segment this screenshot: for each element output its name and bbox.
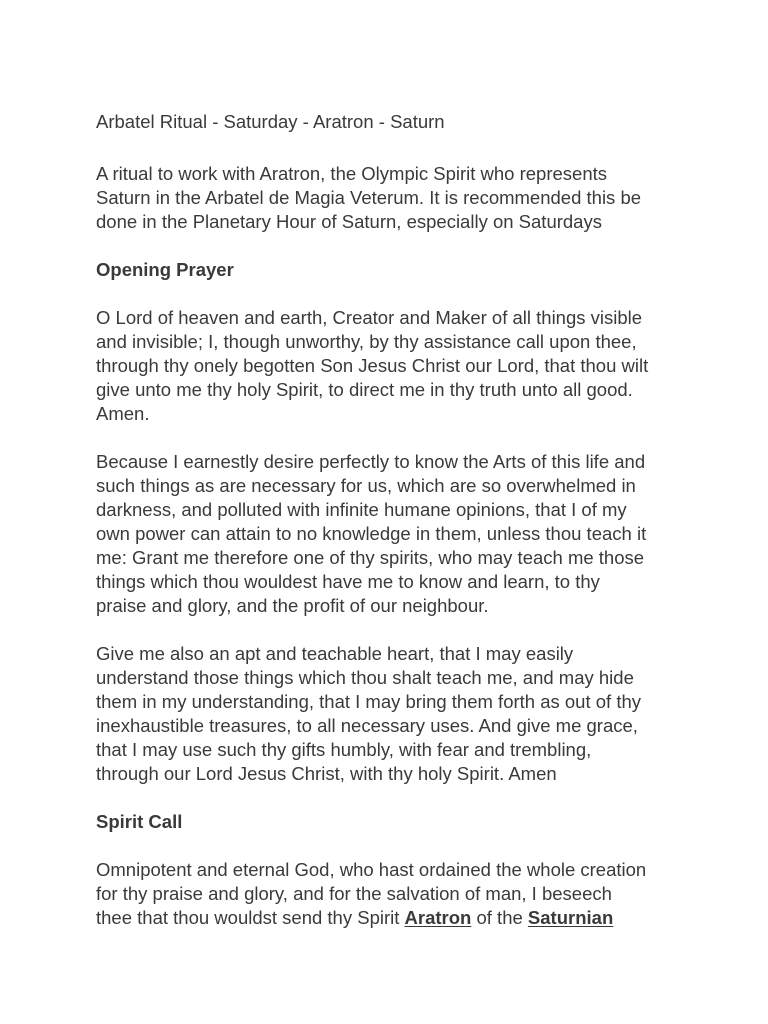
prayer-paragraph-1 — [96, 306, 696, 426]
text-line: inexhaustible treasures, to all necessary uses. And give me grace, — [96, 715, 638, 736]
text-line: such things as are necessary for us, which are so overwhelmed in — [96, 475, 636, 496]
text-line: through thy onely begotten Son Jesus Christ our Lord, that thou wilt — [96, 355, 649, 376]
text-line: understand those things which thou shalt teach me, and may hide — [96, 667, 634, 688]
text-line: Saturn in the Arbatel de Magia Veterum. It is recommended this be — [96, 187, 642, 208]
prayer-paragraph-2 — [96, 450, 696, 618]
spirit-call-paragraph — [96, 858, 696, 930]
text-line: Omnipotent and eternal God, who hast ordained the whole creation — [96, 859, 647, 880]
text-line: O Lord of heaven and earth, Creator and Maker of all things visible — [96, 307, 643, 328]
text-line: me: Grant me therefore one of thy spirits, who may teach me those — [96, 547, 645, 568]
text-line: them in my understanding, that I may bring them forth as out of thy — [96, 691, 642, 712]
text-line: Give me also an apt and teachable heart, that I may easily — [96, 643, 574, 664]
text-line: darkness, and polluted with infinite humane opinions, that I of my — [96, 499, 627, 520]
text-line: done in the Planetary Hour of Saturn, especially on Saturdays — [96, 211, 602, 232]
text-line: give unto me thy holy Spirit, to direct me in thy truth unto all good. — [96, 379, 633, 400]
opening-prayer-heading: Opening Prayer — [96, 259, 234, 280]
text-segment: of the — [471, 907, 528, 928]
text-line: that I may use such thy gifts humbly, with fear and trembling, — [96, 739, 592, 760]
text-segment: thee that thou wouldst send thy Spirit — [96, 907, 405, 928]
text-line: things which thou wouldest have me to know and learn, to thy — [96, 571, 600, 592]
text-line: A ritual to work with Aratron, the Olympic Spirit who represents — [96, 163, 608, 184]
text-line: Because I earnestly desire perfectly to know the Arts of this life and — [96, 451, 646, 472]
document-body — [96, 110, 696, 954]
saturnian-link[interactable]: Saturnian — [527, 907, 614, 928]
text-line: Amen. — [96, 403, 150, 424]
aratron-link[interactable]: Aratron — [404, 907, 472, 928]
text-line: praise and glory, and the profit of our neighbour. — [96, 595, 489, 616]
text-line: through our Lord Jesus Christ, with thy holy Spirit. Amen — [96, 763, 557, 784]
document-title: Arbatel Ritual - Saturday - Aratron - Saturn — [96, 111, 445, 132]
spirit-call-heading: Spirit Call — [96, 811, 183, 832]
text-line-with-links — [96, 906, 696, 930]
intro-paragraph — [96, 162, 696, 234]
text-line: and invisible; I, though unworthy, by thy assistance call upon thee, — [96, 331, 637, 352]
prayer-paragraph-3 — [96, 642, 696, 786]
text-line: own power can attain to no knowledge in them, unless thou teach it — [96, 523, 647, 544]
text-line: for thy praise and glory, and for the salvation of man, I beseech — [96, 883, 612, 904]
